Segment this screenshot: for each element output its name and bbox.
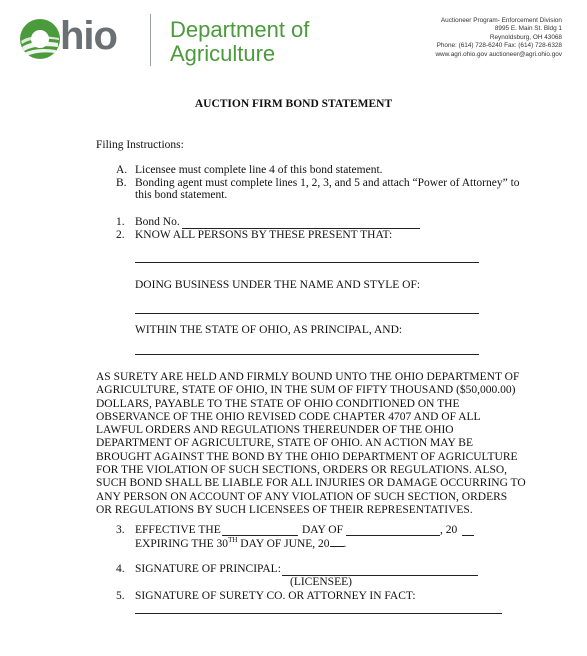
know-all-persons-label: KNOW ALL PERSONS BY THESE PRESENT THAT:: [135, 229, 393, 241]
filing-instructions-label: Filing Instructions:: [96, 139, 184, 151]
instruction-b-line2: this bond statement.: [135, 189, 228, 201]
paragraph-line: OR REGULATIONS BY SUCH LICENSEES OF THEIR REPRESENTATIVES.: [96, 503, 473, 516]
contact-line: Auctioneer Program- Enforcement Division: [440, 17, 562, 24]
surety-signature-field[interactable]: [135, 613, 502, 614]
item-2-marker: 2.: [116, 229, 125, 241]
paragraph-line: AS SURETY ARE HELD AND FIRMLY BOUND UNTO THE OHIO DEPARTMENT OF: [96, 371, 520, 383]
paragraph-line: AGRICULTURE, STATE OF OHIO, IN THE SUM OF FIFTY THOUSAND ($50,000.00): [96, 384, 516, 397]
paragraph-line: DEPARTMENT OF AGRICULTURE, STATE OF OHIO. AN ACTION MAY BE: [96, 437, 473, 450]
effective-year-field[interactable]: [462, 535, 474, 536]
contact-line: www.agri.ohio.gov auctioneer@agri.ohio.gov: [435, 50, 562, 58]
effective-month-field[interactable]: [346, 535, 440, 536]
paragraph-line: ANY PERSON ON ACCOUNT OF ANY VIOLATION OF SUCH SECTION, ORDERS: [96, 490, 508, 503]
instruction-a: Licensee must complete line 4 of this bond statement.: [135, 164, 383, 176]
paragraph-line: BROUGHT AGAINST THE BOND BY THE OHIO DEPARTMENT OF AGRICULTURE: [96, 450, 518, 463]
business-name-field[interactable]: [135, 313, 479, 314]
contact-line: Reynoldsburg, OH 43068: [489, 33, 562, 41]
item-1-marker: 1.: [116, 216, 125, 228]
ohio-o-emblem-icon: [18, 17, 62, 61]
within-state-label: WITHIN THE STATE OF OHIO, AS PRINCIPAL, AND:: [135, 324, 403, 336]
paragraph-line: LAWFUL ORDERS AND REGULATIONS THEREUNDER OF THE OHIO: [96, 424, 454, 437]
surety-name-field[interactable]: [135, 354, 479, 355]
ohio-logo: [16, 14, 136, 64]
header-divider: [150, 14, 151, 66]
instruction-a-marker: A.: [116, 164, 128, 176]
expiring-superscript: TH: [228, 536, 238, 544]
year-prefix-label: , 20: [440, 524, 458, 536]
principal-signature-label: SIGNATURE OF PRINCIPAL:: [135, 563, 281, 575]
principal-name-field[interactable]: [135, 262, 479, 263]
effective-the-label: EFFECTIVE THE: [135, 524, 221, 536]
surety-signature-label: SIGNATURE OF SURETY CO. OR ATTORNEY IN FACT:: [135, 590, 416, 602]
contact-line: 8995 E. Main St. Bldg 1: [494, 25, 562, 33]
department-name-line2: Agriculture: [170, 41, 276, 66]
paragraph-line: FOR THE VIOLATION OF SUCH SECTIONS, ORDERS OR REGULATIONS. ALSO,: [96, 464, 508, 477]
paragraph-line: OBSERVANCE OF THE OHIO REVISED CODE CHAPTER 4707 AND OF ALL: [96, 410, 481, 423]
contact-line: Phone: (614) 728-6240 Fax: (614) 728-6328: [436, 42, 562, 50]
instruction-b-marker: B.: [116, 177, 127, 189]
paragraph-line: SUCH BOND SHALL BE LIABLE FOR ALL INJURIES OR DAMAGE OCCURRING TO: [96, 477, 526, 490]
logo-wordmark: hio: [60, 14, 117, 58]
expiring-year-field[interactable]: [330, 537, 344, 547]
document-title: AUCTION FIRM BOND STATEMENT: [194, 98, 393, 110]
paragraph-line: DOLLARS, PAYABLE TO THE STATE OF OHIO CONDITIONED ON THE: [96, 397, 460, 410]
expiring-suffix: DAY OF JUNE, 20: [240, 538, 330, 550]
item-4-marker: 4.: [116, 563, 125, 575]
expiring-line: [135, 537, 346, 551]
item-3-marker: 3.: [116, 524, 125, 536]
contact-block: [372, 17, 562, 59]
department-name-line1: Department of: [170, 17, 310, 42]
day-of-label: DAY OF: [302, 524, 344, 536]
bond-number-label: Bond No.: [135, 216, 180, 228]
expiring-prefix: EXPIRING THE 30: [135, 538, 229, 550]
expiring-end: .: [343, 538, 347, 550]
surety-paragraph: [96, 371, 526, 517]
item-5-marker: 5.: [116, 590, 125, 602]
licensee-caption: (LICENSEE): [290, 576, 352, 588]
instruction-b-line1: Bonding agent must complete lines 1, 2, 3, and 5 and attach “Power of Attorney” to: [135, 177, 520, 189]
doing-business-label: DOING BUSINESS UNDER THE NAME AND STYLE OF:: [135, 279, 421, 291]
